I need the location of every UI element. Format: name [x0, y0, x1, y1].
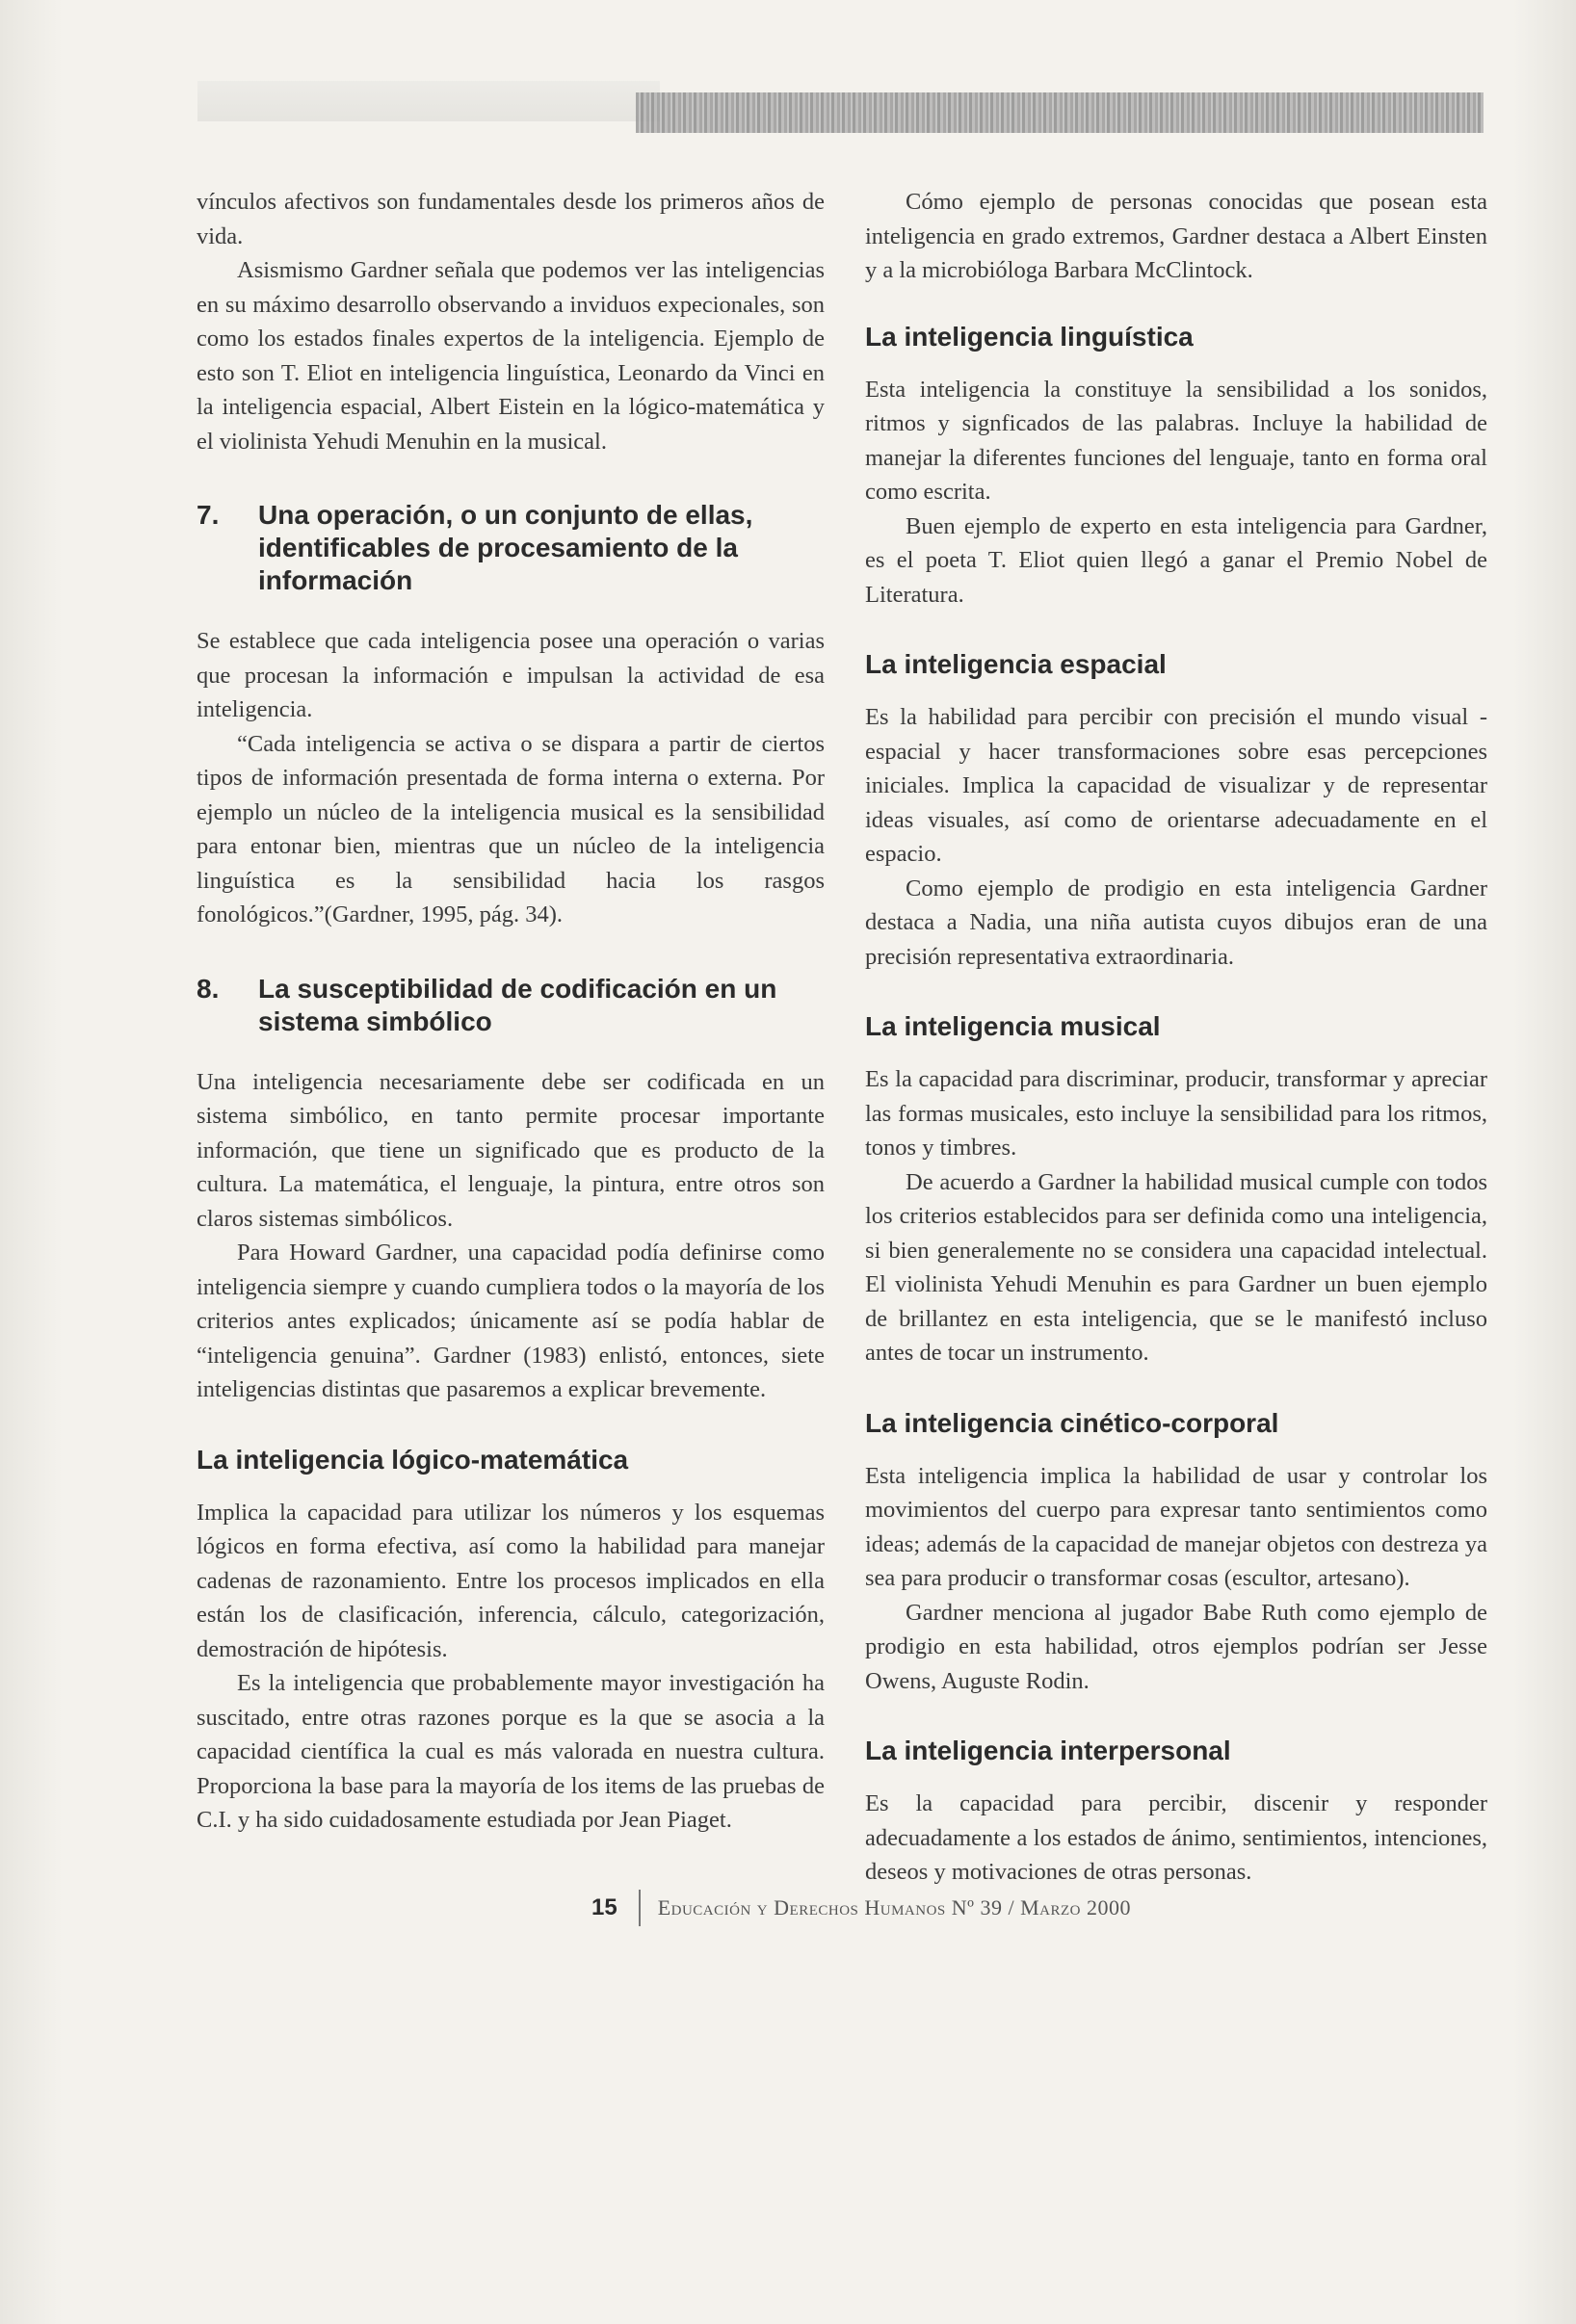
heading-interpersonal: La inteligencia interpersonal	[865, 1736, 1231, 1765]
scan-artifact-band	[636, 92, 1484, 133]
paragraph: Es la capacidad para percibir, discenir y responder adecuadamente a los estados de ánimo, sentimientos, intenciones, deseos y motivaciones de otras personas.	[865, 1790, 1487, 1885]
section-number: 7.	[197, 500, 220, 530]
paragraph: Gardner menciona al jugador Babe Ruth como ejemplo de prodigio en esta habilidad, otros ejemplos podrían ser Jesse Owens, Auguste Rodin.	[865, 1599, 1487, 1694]
heading-linguistica: La inteligencia linguística	[865, 321, 1194, 352]
paragraph: Esta inteligencia implica la habilidad de usar y controlar los movimientos del cuerpo para expresar tanto sentimientos como ideas; además de la capacidad de manejar objetos con destreza ya sea para producir o transformar cosas (escultor, artesano).	[865, 1462, 1487, 1591]
paragraph: Como ejemplo de prodigio en esta inteligencia Gardner destaca a Nadia, una niña autista cuyos dibujos eran de una precisión representativa extraordinaria.	[865, 875, 1487, 970]
paragraph: “Cada inteligencia se activa o se dispara a partir de ciertos tipos de información presentada de forma interna o externa. Por ejemplo un núcleo de la inteligencia musical es la sensibilidad para entonar bien, mientras que un núcleo de la inteligencia linguística es la sensibilidad hacia los rasgos fonológicos.”(Gardner, 1995, pág. 34).	[197, 730, 825, 927]
paragraph: Implica la capacidad para utilizar los números y los esquemas lógicos en forma efectiva, así como la habilidad para manejar cadenas de razonamiento. Entre los procesos implicados en ella están los de clasificación, inferencia, cálculo, categorización, demostración de hipótesis.	[197, 1499, 825, 1662]
section-title: Una operación, o un conjunto de ellas, identificables de procesamiento de la información	[258, 500, 753, 595]
paragraph: Es la habilidad para percibir con precisión el mundo visual - espacial y hacer transformaciones sobre esas percepciones iniciales. Implica la capacidad de visualizar y de representar ideas visuales, así como de orientarse adecuadamente en el espacio.	[865, 704, 1487, 867]
section-number: 8.	[197, 973, 220, 1004]
right-column	[865, 185, 1487, 1890]
scan-artifact-left	[197, 81, 660, 121]
heading-musical: La inteligencia musical	[865, 1011, 1161, 1041]
section-heading-8	[197, 973, 825, 1038]
paragraph: Es la capacidad para discriminar, producir, transformar y apreciar las formas musicales, esto incluye la sensibilidad para los ritmos, tonos y timbres.	[865, 1066, 1487, 1161]
heading-cinetico-corporal: La inteligencia cinético-corporal	[865, 1407, 1279, 1438]
paragraph: Esta inteligencia la constituye la sensibilidad a los sonidos, ritmos y signficados de las palabras. Incluye la habilidad de manejar la diferentes funciones del lenguaje, tanto en forma oral como escrita.	[865, 376, 1487, 505]
paragraph: Buen ejemplo de experto en esta inteligencia para Gardner, es el poeta T. Eliot quien llegó a ganar el Premio Nobel de Literatura.	[865, 512, 1487, 608]
paragraph: vínculos afectivos son fundamentales desde los primeros años de vida.	[197, 189, 825, 249]
page-number: 15	[591, 1894, 617, 1920]
section-heading-7	[197, 499, 825, 597]
paragraph: Asismismo Gardner señala que podemos ver las inteligencias en su máximo desarrollo observando a inviduos expecionales, son como los estados finales expertos de la inteligencia. Ejemplo de esto son T. Eliot en inteligencia linguística, Leonardo da Vinci en la inteligencia espacial, Albert Eistein en la lógico-matemática y el violinista Yehudi Menuhin en la musical.	[197, 257, 825, 455]
paragraph: De acuerdo a Gardner la habilidad musical cumple con todos los criterios establecidos para ser definida como una inteligencia, si bien generalemente no se considera una capacidad intelectual. El violinista Yehudi Menuhin es para Gardner un buen ejemplo de brillantez en esta inteligencia, que se le manifestó incluso antes de tocar un instrumento.	[865, 1168, 1487, 1366]
section-title: La susceptibilidad de codificación en un sistema simbólico	[258, 973, 777, 1036]
paragraph: Es la inteligencia que probablemente mayor investigación ha suscitado, entre otras razones porque es la que se asocia a la capacidad científica la cual es más valorada en nuestra cultura. Proporciona la base para la mayoría de los items de las pruebas de C.I. y ha sido cuidadosamente estudiada por Jean Piaget.	[197, 1670, 825, 1833]
paragraph: Cómo ejemplo de personas conocidas que posean esta inteligencia en grado extremos, Gardner destaca a Albert Einsten y a la microbióloga Barbara McClintock.	[865, 189, 1487, 283]
left-column	[197, 185, 825, 1838]
paragraph: Se establece que cada inteligencia posee una operación o varias que procesan la información e impulsan la actividad de esa inteligencia.	[197, 628, 825, 722]
heading-logico-matematica: La inteligencia lógico-matemática	[197, 1444, 629, 1475]
paragraph: Para Howard Gardner, una capacidad podía definirse como inteligencia siempre y cuando cumpliera todos o la mayoría de los criterios antes explicados; únicamente así se podía hablar de “inteligencia genuina”. Gardner (1983) enlistó, entonces, siete inteligencias distintas que pasaremos a explicar brevemente.	[197, 1240, 825, 1402]
page-footer	[591, 1890, 1131, 1926]
footer-divider	[639, 1890, 641, 1926]
heading-espacial: La inteligencia espacial	[865, 649, 1167, 679]
paragraph: Una inteligencia necesariamente debe ser codificada en un sistema simbólico, en tanto permite procesar importante información, que tiene un significado que es producto de la cultura. La matemática, el lenguaje, la pintura, entre otros son claros sistemas simbólicos.	[197, 1068, 825, 1232]
journal-citation: Educación y Derechos Humanos Nº 39 / Marzo 2000	[657, 1895, 1131, 1919]
